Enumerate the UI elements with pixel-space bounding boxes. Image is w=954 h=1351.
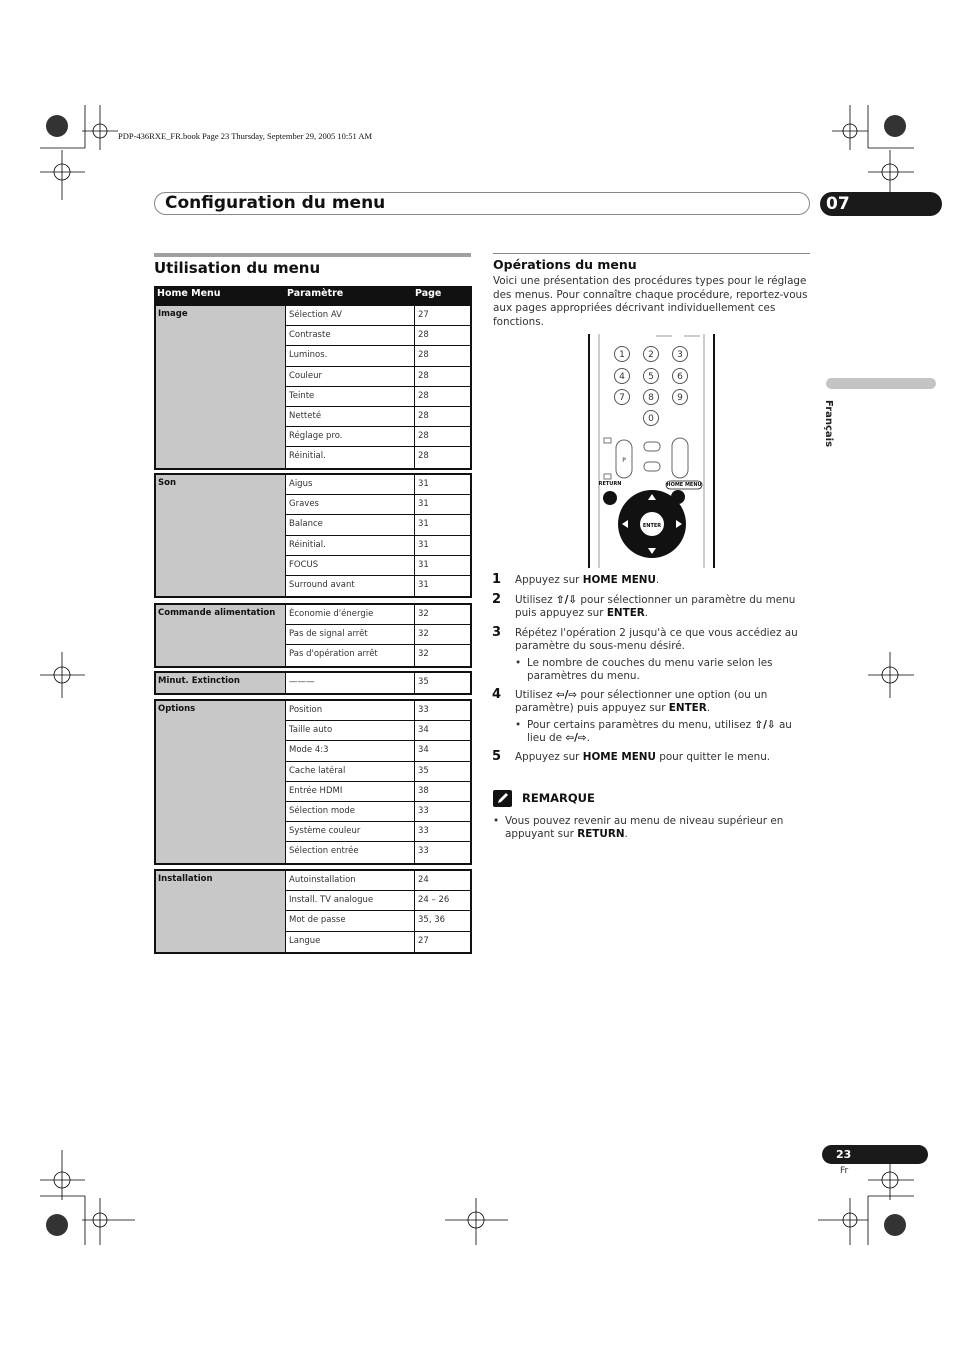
group-cell bbox=[156, 822, 285, 842]
group-cell bbox=[156, 367, 285, 387]
remote-key-label: 8 bbox=[648, 393, 654, 403]
page-cell: 28 bbox=[414, 427, 470, 447]
note-pencil-icon bbox=[493, 790, 512, 807]
page-cell: 31 bbox=[414, 536, 470, 556]
parameter-cell: Entrée HDMI bbox=[285, 782, 414, 802]
group-cell bbox=[156, 576, 285, 596]
parameter-cell: Luminos. bbox=[285, 346, 414, 366]
group-cell bbox=[156, 447, 285, 467]
parameter-cell: Graves bbox=[285, 495, 414, 515]
table-row bbox=[156, 447, 470, 467]
table-row bbox=[156, 932, 470, 952]
menu-group bbox=[154, 869, 472, 954]
group-cell bbox=[156, 625, 285, 645]
remote-key-label: 6 bbox=[677, 372, 683, 382]
page-cell: 31 bbox=[414, 495, 470, 515]
parameter-cell: Sélection entrée bbox=[285, 842, 414, 862]
note-text: • Vous pouvez revenir au menu de niveau supérieur en appuyant sur RETURN. bbox=[493, 812, 793, 841]
group-cell bbox=[156, 387, 285, 407]
page-cell: 38 bbox=[414, 782, 470, 802]
table-row bbox=[156, 721, 470, 741]
parameter-cell: Balance bbox=[285, 515, 414, 535]
menu-group bbox=[154, 603, 472, 668]
page-cell: 24 – 26 bbox=[414, 891, 470, 911]
group-name: Son bbox=[156, 475, 285, 495]
remote-illustration bbox=[588, 334, 716, 568]
parameter-cell: Aigus bbox=[285, 475, 414, 495]
table-row bbox=[156, 536, 470, 556]
menu-group bbox=[154, 473, 472, 598]
col-home-menu: Home Menu bbox=[157, 288, 221, 299]
enter-label: ENTER bbox=[642, 523, 662, 529]
table-row bbox=[156, 741, 470, 761]
remote-key-label: 2 bbox=[648, 350, 654, 360]
page-cell: 35 bbox=[414, 673, 470, 693]
group-cell bbox=[156, 802, 285, 822]
remote-key-label: 1 bbox=[619, 350, 625, 360]
table-row bbox=[156, 306, 470, 326]
page-cell: 35 bbox=[414, 762, 470, 782]
page-cell: 31 bbox=[414, 556, 470, 576]
page-cell: 31 bbox=[414, 475, 470, 495]
parameter-cell: Surround avant bbox=[285, 576, 414, 596]
group-cell bbox=[156, 515, 285, 535]
table-row bbox=[156, 407, 470, 427]
table-row bbox=[156, 673, 470, 693]
remote-key-label: 0 bbox=[648, 414, 654, 424]
parameter-cell: Contraste bbox=[285, 326, 414, 346]
page-cell: 35, 36 bbox=[414, 911, 470, 931]
group-cell bbox=[156, 891, 285, 911]
subsection-title: Opérations du menu bbox=[493, 257, 637, 272]
group-cell bbox=[156, 762, 285, 782]
table-row bbox=[156, 625, 470, 645]
parameter-cell: Teinte bbox=[285, 387, 414, 407]
group-cell bbox=[156, 536, 285, 556]
page-cell: 27 bbox=[414, 932, 470, 952]
step-2: 2 Utilisez ⇧/⇩ pour sélectionner un paramètre du menu puis appuyez sur ENTER. bbox=[492, 591, 796, 619]
group-cell bbox=[156, 645, 285, 665]
p-label: P bbox=[622, 457, 626, 464]
group-cell bbox=[156, 346, 285, 366]
parameter-cell: Netteté bbox=[285, 407, 414, 427]
section-title: Utilisation du menu bbox=[154, 259, 321, 277]
note-title: REMARQUE bbox=[522, 791, 595, 805]
group-name: Image bbox=[156, 306, 285, 326]
table-row bbox=[156, 495, 470, 515]
group-cell bbox=[156, 495, 285, 515]
page-cell: 27 bbox=[414, 306, 470, 326]
menu-group bbox=[154, 671, 472, 695]
group-cell bbox=[156, 741, 285, 761]
step-1: 1 Appuyez sur HOME MENU. bbox=[492, 572, 660, 587]
group-cell bbox=[156, 407, 285, 427]
parameter-cell: Mot de passe bbox=[285, 911, 414, 931]
page-cell: 28 bbox=[414, 326, 470, 346]
parameter-cell: Mode 4:3 bbox=[285, 741, 414, 761]
remote-key-label: 3 bbox=[677, 350, 683, 360]
page-cell: 24 bbox=[414, 871, 470, 891]
page-cell: 28 bbox=[414, 346, 470, 366]
parameter-cell: Système couleur bbox=[285, 822, 414, 842]
language-tab bbox=[826, 378, 936, 389]
step-3-bullet: • Le nombre de couches du menu varie selon les paramètres du menu. bbox=[515, 657, 810, 683]
parameter-cell: Sélection mode bbox=[285, 802, 414, 822]
parameter-cell: Sélection AV bbox=[285, 306, 414, 326]
step-3: 3 Répétez l'opération 2 jusqu'à ce que vous accédiez au paramètre du sous-menu désiré. • Le nombre de couches du menu varie selon les paramètres du menu. bbox=[492, 627, 810, 683]
group-cell bbox=[156, 326, 285, 346]
language-label: Français bbox=[823, 400, 834, 448]
table-row bbox=[156, 822, 470, 842]
chapter-number: 07 bbox=[826, 194, 850, 214]
subsection-rule bbox=[493, 253, 810, 254]
section-rule bbox=[154, 253, 471, 257]
parameter-cell: Langue bbox=[285, 932, 414, 952]
page-cell: 33 bbox=[414, 822, 470, 842]
remote-key-label: 7 bbox=[619, 393, 625, 403]
group-cell bbox=[156, 932, 285, 952]
parameter-cell: Couleur bbox=[285, 367, 414, 387]
group-name: Options bbox=[156, 701, 285, 721]
parameter-cell: ——— bbox=[285, 673, 414, 693]
table-row bbox=[156, 605, 470, 625]
menu-group bbox=[154, 304, 472, 470]
table-row bbox=[156, 387, 470, 407]
page-cell: 34 bbox=[414, 721, 470, 741]
step-4-bullet: • Pour certains paramètres du menu, utilisez ⇧/⇩ au lieu de ⇦/⇨. bbox=[515, 719, 810, 745]
table-row bbox=[156, 427, 470, 447]
group-cell bbox=[156, 556, 285, 576]
group-cell bbox=[156, 427, 285, 447]
table-row bbox=[156, 346, 470, 366]
table-row bbox=[156, 475, 470, 495]
page-cell: 33 bbox=[414, 842, 470, 862]
parameter-cell: Économie d'énergie bbox=[285, 605, 414, 625]
table-row bbox=[156, 645, 470, 665]
group-cell bbox=[156, 911, 285, 931]
step-5: 5 Appuyez sur HOME MENU pour quitter le menu. bbox=[492, 748, 771, 764]
group-cell bbox=[156, 782, 285, 802]
remote-key-label: 9 bbox=[677, 393, 683, 403]
page-cell: 32 bbox=[414, 625, 470, 645]
page-cell: 31 bbox=[414, 515, 470, 535]
parameter-cell: Taille auto bbox=[285, 721, 414, 741]
page-cell: 32 bbox=[414, 605, 470, 625]
table-row bbox=[156, 701, 470, 721]
print-info: PDP-436RXE_FR.book Page 23 Thursday, September 29, 2005 10:51 AM bbox=[118, 131, 373, 141]
parameter-cell: Autoinstallation bbox=[285, 871, 414, 891]
page-cell: 28 bbox=[414, 367, 470, 387]
table-row bbox=[156, 367, 470, 387]
parameter-cell: Réinitial. bbox=[285, 536, 414, 556]
steps-list bbox=[492, 574, 810, 770]
table-row bbox=[156, 515, 470, 535]
parameter-cell: Pas de signal arrêt bbox=[285, 625, 414, 645]
col-parameter: Paramètre bbox=[287, 288, 344, 299]
page-cell: 28 bbox=[414, 407, 470, 427]
parameter-cell: Réinitial. bbox=[285, 447, 414, 467]
page-cell: 28 bbox=[414, 447, 470, 467]
page-cell: 32 bbox=[414, 645, 470, 665]
page-language: Fr bbox=[840, 1166, 849, 1176]
table-row bbox=[156, 556, 470, 576]
page-cell: 33 bbox=[414, 802, 470, 822]
page-cell: 33 bbox=[414, 701, 470, 721]
remote-key-label: 5 bbox=[648, 372, 654, 382]
home-menu-label: HOME MENU bbox=[666, 482, 702, 488]
table-row bbox=[156, 802, 470, 822]
menu-group bbox=[154, 699, 472, 865]
group-name: Minut. Extinction bbox=[156, 673, 285, 693]
parameter-cell: Réglage pro. bbox=[285, 427, 414, 447]
intro-paragraph: Voici une présentation des procédures types pour le réglage des menus. Pour connaître chaque procédure, reportez-vous aux pages appropriées décrivant individuellement ces fonctions. bbox=[493, 275, 808, 328]
table-row bbox=[156, 891, 470, 911]
table-row bbox=[156, 842, 470, 862]
table-row bbox=[156, 782, 470, 802]
parameter-cell: Pas d'opération arrêt bbox=[285, 645, 414, 665]
page-cell: 31 bbox=[414, 576, 470, 596]
page-cell: 28 bbox=[414, 387, 470, 407]
menu-table-header bbox=[154, 286, 472, 304]
group-cell bbox=[156, 721, 285, 741]
page-cell: 34 bbox=[414, 741, 470, 761]
parameter-cell: Position bbox=[285, 701, 414, 721]
step-4: 4 Utilisez ⇦/⇨ pour sélectionner une option (ou un paramètre) puis appuyez sur ENTER. • Pour certains paramètres du menu, utilisez ⇧/⇩ au lieu de ⇦/⇨. bbox=[492, 689, 810, 745]
table-row bbox=[156, 326, 470, 346]
group-cell bbox=[156, 842, 285, 862]
group-name: Installation bbox=[156, 871, 285, 891]
parameter-cell: FOCUS bbox=[285, 556, 414, 576]
remote-key-label: 4 bbox=[619, 372, 625, 382]
table-row bbox=[156, 871, 470, 891]
table-row bbox=[156, 911, 470, 931]
parameter-cell: Cache latéral bbox=[285, 762, 414, 782]
table-row bbox=[156, 762, 470, 782]
group-name: Commande alimentation bbox=[156, 605, 285, 625]
page-title: Configuration du menu bbox=[165, 193, 386, 213]
page-number: 23 bbox=[836, 1148, 852, 1161]
parameter-cell: Install. TV analogue bbox=[285, 891, 414, 911]
table-row bbox=[156, 576, 470, 596]
col-page: Page bbox=[415, 288, 442, 299]
return-label: RETURN bbox=[598, 481, 622, 487]
